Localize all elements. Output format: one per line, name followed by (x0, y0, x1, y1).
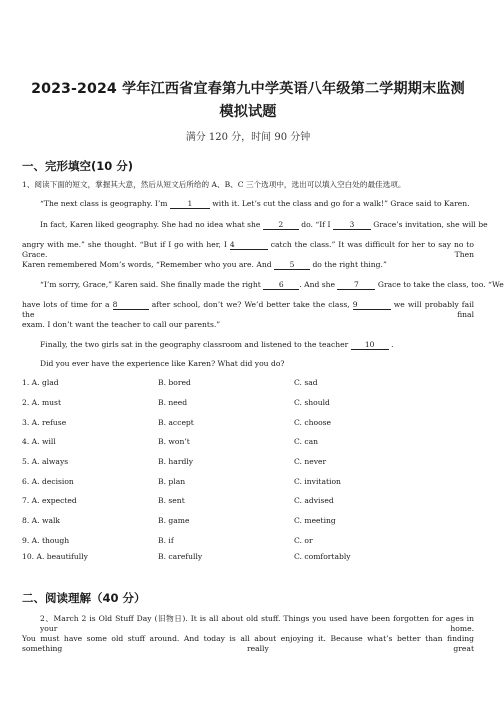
option-b: B. plan (158, 477, 186, 486)
option-c: C. comfortably (294, 552, 351, 561)
passage-line: You must have some old stuff around. And today is all about enjoying it. Because what’s better than finding something really great (22, 634, 474, 653)
passage-line: “I’m sorry, Grace,” Karen said. She finally made the right 6 . And she 7 Grace to take the class, too. “We (40, 280, 504, 289)
option-b: B. hardly (158, 457, 194, 466)
option-a: 3. A. refuse (22, 418, 67, 427)
option-b: B. sent (158, 496, 185, 505)
blank-6: 6 (263, 280, 299, 290)
passage-line: Karen remembered Mom’s words, “Remember who you are. And 5 do the right thing.” (22, 260, 387, 269)
document-title: 2023-2024 学年江西省宜春第九中学英语八年级第二学期期末监测 (31, 81, 465, 97)
blank-10: 10 (351, 340, 389, 350)
option-b: B. accept (158, 418, 194, 427)
blank-8: 8 (113, 300, 149, 310)
option-b: B. bored (158, 378, 191, 387)
blank-7: 7 (337, 280, 375, 290)
option-a: 10. A. beautifully (22, 552, 88, 561)
option-c: C. can (294, 437, 319, 446)
option-b: B. game (158, 516, 190, 525)
option-c: C. sad (294, 378, 318, 387)
option-a: 8. A. walk (22, 516, 61, 525)
blank-1: 1 (170, 199, 210, 209)
blank-5: 5 (274, 260, 310, 270)
option-a: 4. A. will (22, 437, 56, 446)
blank-3: 3 (333, 220, 371, 230)
option-a: 9. A. though (22, 536, 70, 545)
option-a: 7. A. expected (22, 496, 77, 505)
passage-line: 2、March 2 is Old Stuff Day (旧物日). It is all about old stuff. Things you used have been forgotten for ages in your home. (40, 614, 474, 633)
option-a: 1. A. glad (22, 378, 59, 387)
option-c: C. choose (294, 418, 332, 427)
option-a: 2. A. must (22, 398, 62, 407)
option-c: C. meeting (294, 516, 336, 525)
passage-line: In fact, Karen liked geography. She had no idea what she 2 do. “If I 3 Grace’s invitation, she will be (40, 220, 488, 229)
option-b: B. if (158, 536, 174, 545)
option-c: C. advised (294, 496, 334, 505)
blank-2: 2 (263, 220, 299, 230)
option-b: B. need (158, 398, 188, 407)
blank-9: 9 (353, 300, 391, 310)
option-c: C. or (294, 536, 313, 545)
blank-4: 4 (230, 240, 268, 250)
option-b: B. won’t (158, 437, 190, 446)
section2-heading: 二、阅读理解（40 分） (22, 591, 146, 605)
passage-line: Did you ever have the experience like Karen? What did you do? (40, 359, 285, 368)
option-a: 5. A. always (22, 457, 69, 466)
score-time-info: 满分 120 分，时间 90 分钟 (185, 132, 311, 143)
passage-line: Finally, the two girls sat in the geography classroom and listened to the teacher 10 . (40, 340, 394, 349)
option-c: C. never (294, 457, 327, 466)
option-c: C. should (294, 398, 330, 407)
section1-instruction: 1、阅读下面的短文，掌握其大意，然后从短文后所给的 A、B、C 三个选项中，选出可以填入空白处的最佳选项。 (22, 180, 406, 189)
option-a: 6. A. decision (22, 477, 74, 486)
passage-line: exam. I don’t want the teacher to call our parents.” (22, 320, 221, 329)
passage-line: have lots of time for a 8 after school, don’t we? We’d better take the class, 9 we will probably fail the final (22, 300, 474, 319)
passage-line: “The next class is geography. I’m 1 with it. Let’s cut the class and go for a walk!” Grace said to Karen. (40, 199, 470, 208)
option-c: C. invitation (294, 477, 341, 486)
passage-line: angry with me.” she thought. “But if I go with her, I 4 catch the class.” It was difficult for her to say no to Grace. Then (22, 240, 474, 259)
document-title-line2: 模拟试题 (219, 104, 277, 120)
option-b: B. carefully (158, 552, 203, 561)
section1-heading: 一、完形填空(10 分) (22, 159, 134, 173)
